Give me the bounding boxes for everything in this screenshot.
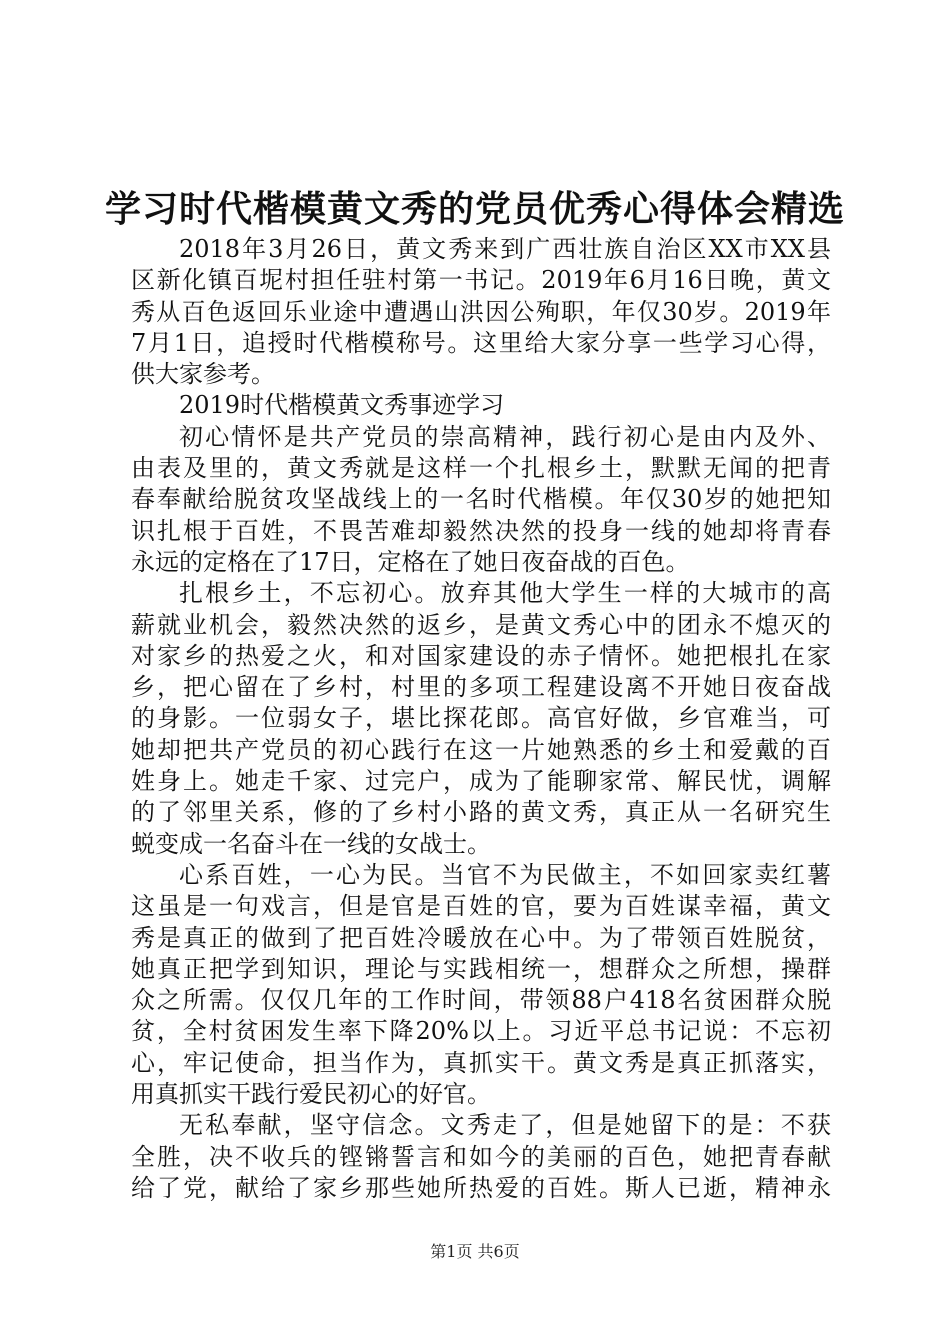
paragraph-line: 的身影。一位弱女子，堪比探花郎。高官好做，乡官难当，可 — [131, 704, 831, 733]
paragraph-line: 给了党，献给了家乡那些她所热爱的百姓。斯人已逝，精神永 — [131, 1173, 831, 1202]
paragraph-line: 春奉献给脱贫攻坚战线上的一名时代楷模。年仅30岁的她把知 — [131, 485, 831, 514]
paragraph-line: 扎根乡土，不忘初心。放弃其他大学生一样的大城市的高 — [179, 579, 831, 608]
document-body — [131, 234, 831, 1204]
paragraph-line: 乡，把心留在了乡村，村里的多项工程建设离不开她日夜奋战 — [131, 673, 831, 702]
paragraph-line: 秀是真正的做到了把百姓冷暖放在心中。为了带领百姓脱贫， — [131, 923, 831, 952]
page-footer: 第1页 共6页 — [430, 1242, 520, 1261]
paragraph-line: 用真抓实干践行爱民初心的好官。 — [131, 1080, 491, 1109]
paragraph-line: 识扎根于百姓，不畏苦难却毅然决然的投身一线的她却将青春 — [131, 516, 831, 545]
paragraph-line: 心，牢记使命，担当作为，真抓实干。黄文秀是真正抓落实， — [131, 1048, 831, 1077]
paragraph-line: 薪就业机会，毅然决然的返乡，是黄文秀心中的团永不熄灭的 — [131, 610, 831, 639]
paragraph-line: 7月1日，追授时代楷模称号。这里给大家分享一些学习心得， — [131, 328, 831, 357]
paragraph-line: 对家乡的热爱之火，和对国家建设的赤子情怀。她把根扎在家 — [131, 641, 831, 670]
paragraph-line: 这虽是一句戏言，但是官是百姓的官，要为百姓谋幸福，黄文 — [131, 892, 831, 921]
paragraph-line: 蜕变成一名奋斗在一线的女战士。 — [131, 829, 491, 858]
paragraph-line: 永远的定格在了17日，定格在了她日夜奋战的百色。 — [131, 547, 690, 576]
paragraph-line: 无私奉献，坚守信念。文秀走了，但是她留下的是：不获 — [179, 1111, 831, 1140]
paragraph-line: 初心情怀是共产党员的崇高精神，践行初心是由内及外、 — [179, 422, 831, 451]
paragraph-line: 心系百姓，一心为民。当官不为民做主，不如回家卖红薯 — [179, 860, 831, 889]
document-title: 学习时代楷模黄文秀的党员优秀心得体会精选 — [104, 188, 845, 230]
paragraph-line: 区新化镇百坭村担任驻村第一书记。2019年6月16日晚，黄文 — [131, 266, 831, 295]
paragraph-line: 她却把共产党员的初心践行在这一片她熟悉的乡土和爱戴的百 — [131, 735, 831, 764]
paragraph-line: 众之所需。仅仅几年的工作时间，带领88户418名贫困群众脱 — [131, 986, 831, 1015]
paragraph-line: 由表及里的，黄文秀就是这样一个扎根乡土，默默无闻的把青 — [131, 454, 831, 483]
paragraph-line: 秀从百色返回乐业途中遭遇山洪因公殉职，年仅30岁。2019年 — [131, 297, 831, 326]
section-heading: 2019时代楷模黄文秀事迹学习 — [179, 391, 505, 420]
paragraph-line: 供大家参考。 — [131, 360, 275, 389]
paragraph-line: 2018年3月26日，黄文秀来到广西壮族自治区XX市XX县 — [179, 235, 831, 263]
paragraph-line: 的了邻里关系，修的了乡村小路的黄文秀，真正从一名研究生 — [131, 798, 831, 827]
paragraph-line: 她真正把学到知识，理论与实践相统一，想群众之所想，操群 — [131, 954, 831, 983]
paragraph-line: 姓身上。她走千家、过完户，成为了能聊家常、解民忧，调解 — [131, 767, 831, 796]
paragraph-line: 全胜，决不收兵的铿锵誓言和如今的美丽的百色，她把青春献 — [131, 1142, 831, 1171]
paragraph-line: 贫，全村贫困发生率下降20%以上。习近平总书记说：不忘初 — [131, 1017, 831, 1046]
